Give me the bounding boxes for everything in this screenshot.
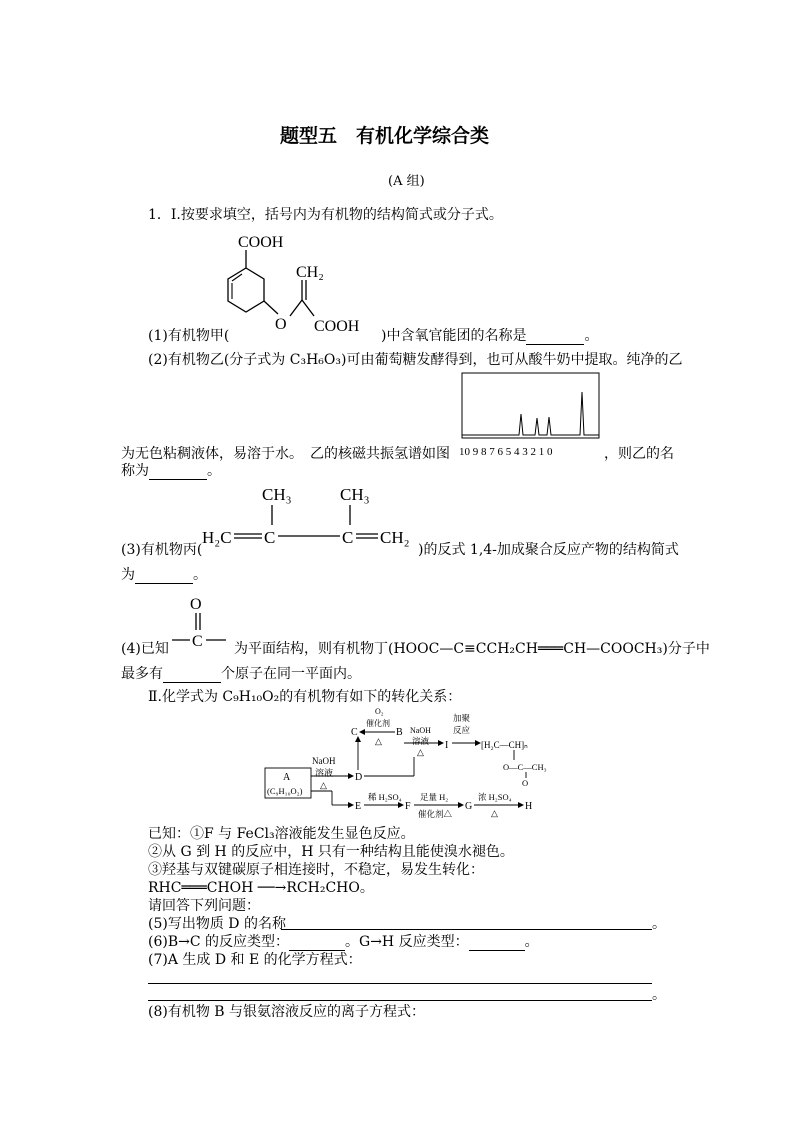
nmr-spectrum — [457, 372, 603, 460]
struct3-c2: C — [342, 528, 354, 547]
scheme-polymer: [H₂C—CH]ₙ — [481, 740, 528, 750]
scheme-conc: 浓 H₂SO₄ — [478, 792, 512, 802]
struct3-ch3-left: CH₃ — [262, 485, 292, 504]
q6a: (6)B→C 的反应类型： — [148, 934, 290, 950]
q7-end: 。 — [652, 987, 666, 1003]
scheme-naoh1: NaOH — [312, 756, 336, 766]
answer-blank-6a[interactable] — [289, 936, 345, 951]
answer-blank-5[interactable] — [281, 929, 652, 930]
known-4: RHC═══CHOH ──→RCH₂CHO。 — [148, 880, 374, 896]
q5: (5)写出物质 D 的名称 — [148, 916, 286, 932]
scheme-dilute: 稀 H₂SO₄ — [368, 792, 402, 802]
struct3-h2c: H₂C — [202, 528, 232, 547]
nmr-axis-labels: 10 9 8 7 6 5 4 3 2 1 0 — [459, 446, 553, 458]
struct1-cooh-right: COOH — [314, 318, 360, 335]
scheme-c: C — [351, 727, 358, 738]
q1-4-after: 为平面结构，则有机物丁(HOOC—C≡CCH₂CH═══CH—COOCH₃)分子中 — [234, 641, 710, 657]
answer-prompt: 请回答下列问题： — [148, 898, 260, 914]
part2-intro: Ⅱ.化学式为 C₉H₁₀O₂的有机物有如下的转化关系： — [148, 689, 462, 705]
answer-blank-3[interactable] — [135, 569, 193, 584]
known-1: 已知：①F 与 FeCl₃溶液能发生显色反应。 — [148, 826, 415, 842]
q1-1-after — [381, 327, 598, 345]
scheme-excess-h2: 足量 H₂ — [420, 792, 449, 802]
scheme-cat2: 催化剂△ — [418, 809, 453, 818]
structure-carbonyl — [170, 592, 232, 652]
answer-blank-6b[interactable] — [469, 936, 525, 951]
q1-2-line3-end: 。 — [207, 463, 221, 479]
scheme-heat1: △ — [320, 780, 327, 790]
q1-1-before: (1)有机物甲( — [148, 328, 230, 344]
structure-bing — [198, 480, 418, 552]
q5-end: 。 — [652, 916, 666, 932]
struct3-c1: C — [264, 528, 276, 547]
struct3-ch2: CH₂ — [380, 528, 410, 547]
q1-4-line2 — [121, 665, 361, 683]
q1-3-line2-end: 。 — [193, 567, 207, 583]
known-2: ②从 G 到 H 的反应中，H 只有一种结构且能使溴水褪色。 — [148, 844, 514, 860]
q1-2-line2b: ，则乙的名 — [604, 446, 674, 462]
structure-jia — [210, 228, 380, 338]
q1-3-after: )的反式 1,4-加成聚合反应产物的结构简式 — [418, 542, 679, 558]
scheme-b: B — [396, 727, 403, 738]
group-label: (A 组) — [388, 174, 425, 189]
q1-1-after-text: )中含氧官能团的名称是 — [381, 328, 527, 344]
answer-blank-1[interactable] — [526, 330, 584, 345]
struct1-cooh-top: COOH — [238, 234, 284, 251]
q6 — [148, 933, 539, 951]
q1-3-line2-text: 为 — [121, 567, 135, 583]
q6-end: 。 — [524, 934, 539, 950]
scheme-heat2: △ — [375, 736, 382, 746]
scheme-heat4: △ — [491, 808, 498, 818]
q7: (7)A 生成 D 和 E 的化学方程式： — [148, 952, 362, 968]
scheme-i: I — [445, 740, 449, 751]
scheme-poly1: 加聚 — [453, 713, 471, 723]
q1-2-line2a: 为无色粘稠液体，易溶于水。 乙的核磁共振氢谱如图 — [121, 446, 450, 462]
q1-3-line2 — [121, 566, 207, 584]
scheme-a-formula: (C₉H₁₀O₂) — [267, 786, 303, 796]
scheme-ester-o: O — [522, 778, 529, 788]
answer-line-7b[interactable] — [148, 1000, 652, 1001]
answer-blank-4[interactable] — [163, 668, 221, 683]
reaction-scheme — [262, 706, 592, 818]
q1-2-line3 — [121, 462, 221, 480]
scheme-heat3: △ — [417, 747, 424, 757]
scheme-ester: O—C—CH₃ — [503, 762, 547, 772]
known-3: ③羟基与双键碳原子相连接时，不稳定，易发生转化： — [148, 862, 484, 878]
q1-1-end: 。 — [584, 328, 599, 344]
scheme-h: H — [525, 801, 533, 812]
q1-2-line3-text: 称为 — [121, 463, 149, 479]
q1-3-before: (3)有机物丙( — [121, 542, 203, 558]
scheme-o2: O₂ — [375, 707, 384, 716]
struct4-o: O — [190, 596, 202, 613]
answer-line-7a[interactable] — [148, 983, 652, 984]
q1-4-line2a: 最多有 — [121, 666, 163, 682]
page-title: 题型五 有机化学综合类 — [280, 125, 490, 147]
q1-2-line1: (2)有机物乙(分子式为 C₃H₆O₃)可由葡萄糖发酵得到，也可从酸牛奶中提取。纯净的乙 — [148, 352, 683, 368]
struct1-o: O — [275, 316, 287, 333]
q8: (8)有机物 B 与银氨溶液反应的离子方程式： — [148, 1004, 426, 1020]
scheme-sol1: 溶液 — [315, 768, 334, 778]
struct3-ch3-right: CH₃ — [340, 485, 370, 504]
scheme-d: D — [355, 772, 363, 783]
scheme-f: F — [405, 801, 411, 812]
scheme-naoh2: NaOH — [410, 726, 431, 735]
scheme-sol2: 溶液 — [412, 736, 430, 746]
q1-4-line2b: 个原子在同一平面内。 — [221, 666, 361, 682]
struct4-c: C — [192, 633, 203, 650]
q6b: 。G→H 反应类型： — [345, 934, 469, 950]
question-intro: 1．Ⅰ.按要求填空，括号内为有机物的结构简式或分子式。 — [148, 207, 503, 223]
q1-4-before: (4)已知 — [121, 641, 169, 657]
struct1-ch2: CH₂ — [296, 264, 324, 281]
scheme-poly2: 反应 — [453, 725, 471, 735]
answer-blank-2[interactable] — [149, 465, 207, 480]
scheme-cat: 催化剂 — [366, 719, 390, 728]
scheme-g: G — [465, 801, 473, 812]
scheme-a: A — [283, 772, 291, 783]
scheme-e: E — [355, 801, 362, 812]
